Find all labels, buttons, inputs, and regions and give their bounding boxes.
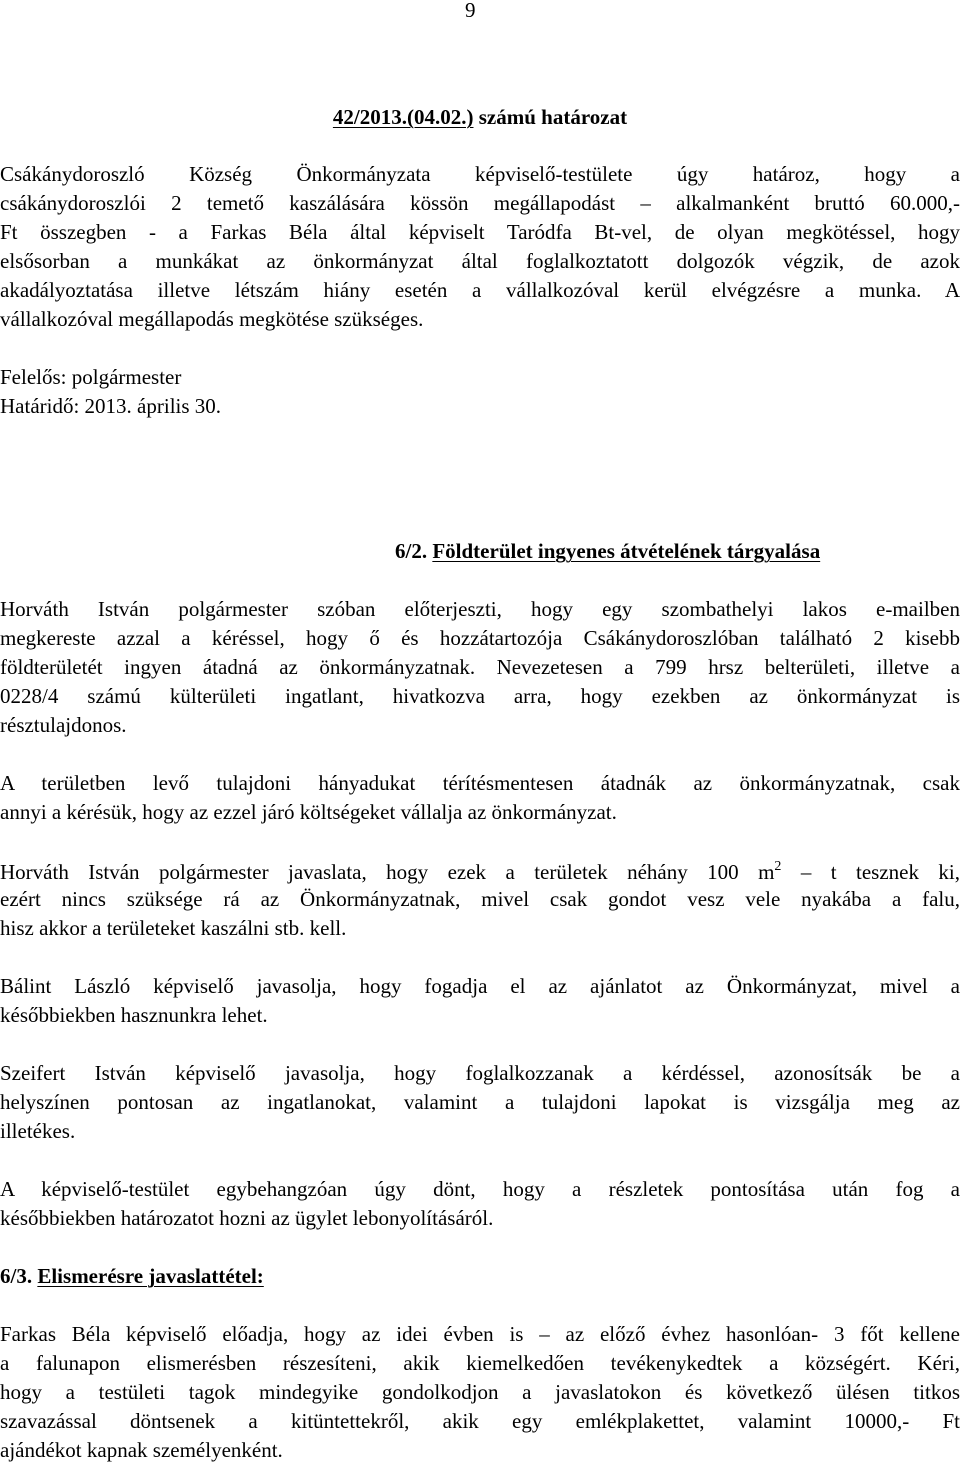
paragraph-line: 0228/4 számú külterületi ingatlant, hivatkozva arra, hogy ezekben az önkormányzat is: [0, 684, 960, 708]
paragraph-line: [0, 860, 960, 883]
section-number: 6/3.: [0, 1264, 33, 1288]
resolution-line: csákánydoroszlói 2 temető kaszálására kössön megállapodást – alkalmanként bruttó 60.000,-: [0, 191, 960, 215]
section-heading-6-3: [0, 1266, 264, 1287]
resolution-line: akadályoztatása illetve létszám hiány esetén a vállalkozóval kerül elvégzésre a munka. A: [0, 278, 960, 302]
line-text: Horváth István polgármester javaslata, hogy ezek a területek néhány 100 m: [0, 860, 775, 884]
section-title: Elismerésre javaslattétel:: [37, 1264, 264, 1288]
paragraph-line: A képviselő-testület egybehangzóan úgy dönt, hogy a részletek pontosítása után fog a: [0, 1177, 960, 1201]
superscript: 2: [774, 859, 782, 874]
paragraph-line: hogy a testületi tagok mindegyike gondolkodjon a javaslatokon és következő ülésen titkos: [0, 1380, 960, 1404]
paragraph-line: Szeifert István képviselő javasolja, hogy foglalkozzanak a kérdéssel, azonosítsák be a: [0, 1061, 960, 1085]
resolution-heading-rest: számú határozat: [473, 105, 628, 129]
deadline-line: Határidő: 2013. április 30.: [0, 394, 222, 418]
paragraph-line: későbbiekben határozatot hozni az ügylet lebonyolításáról.: [0, 1206, 494, 1230]
paragraph-line: résztulajdonos.: [0, 713, 127, 737]
page-number: 9: [465, 0, 476, 22]
paragraph-line: a falunapon elismerésben részesíteni, akik kiemelkedően tevékenykedtek a községért. Kéri,: [0, 1351, 960, 1375]
paragraph-line: annyi a kérésük, hogy az ezzel járó költségeket vállalja az önkormányzat.: [0, 800, 617, 824]
resolution-line: elsősorban a munkákat az önkormányzat által foglalkoztatott dolgozók végzik, de azok: [0, 249, 960, 273]
paragraph-line: helyszínen pontosan az ingatlanokat, valamint a tulajdoni lapokat is vizsgálja meg az: [0, 1090, 960, 1114]
line-text: – t tesznek ki,: [781, 860, 960, 884]
paragraph-line: illetékes.: [0, 1119, 76, 1143]
paragraph-line: ajándékot kapnak személyenként.: [0, 1438, 283, 1462]
paragraph-line: szavazással döntsenek a kitüntettekről, akik egy emlékplakettet, valamint 10000,- Ft: [0, 1409, 960, 1433]
section-number: 6/2.: [395, 539, 428, 563]
resolution-line: vállalkozóval megállapodás megkötése szükséges.: [0, 307, 424, 331]
paragraph-line: hisz akkor a területeket kaszálni stb. kell.: [0, 916, 347, 940]
paragraph-line: megkereste azzal a kéréssel, hogy ő és hozzátartozója Csákánydoroszlóban található 2 kisebb: [0, 626, 960, 650]
resolution-heading: [0, 107, 960, 128]
resolution-number: 42/2013.(04.02.): [332, 105, 474, 129]
section-title: Földterület ingyenes átvételének tárgyalása: [432, 539, 821, 563]
paragraph-line: földterületét ingyen átadná az önkormányzatnak. Nevezetesen a 799 hrsz belterületi, illetve a: [0, 655, 960, 679]
section-heading-6-2: [395, 541, 820, 562]
paragraph-line: későbbiekben hasznunkra lehet.: [0, 1003, 268, 1027]
resolution-line: Ft összegben - a Farkas Béla által képviselt Taródfa Bt-vel, de olyan megkötéssel, hogy: [0, 220, 960, 244]
paragraph-line: A területben levő tulajdoni hányadukat térítésmentesen átadnák az önkormányzatnak, csak: [0, 771, 960, 795]
paragraph-line: ezért nincs szüksége rá az Önkormányzatnak, mivel csak gondot vesz vele nyakába a falu,: [0, 887, 960, 911]
paragraph-line: Horváth István polgármester szóban előterjeszti, hogy egy szombathelyi lakos e-mailben: [0, 597, 960, 621]
resolution-line: Csákánydoroszló Község Önkormányzata képviselő-testülete úgy határoz, hogy a: [0, 162, 960, 186]
responsible-line: Felelős: polgármester: [0, 365, 182, 389]
paragraph-line: Bálint László képviselő javasolja, hogy fogadja el az ajánlatot az Önkormányzat, mivel a: [0, 974, 960, 998]
paragraph-line: Farkas Béla képviselő előadja, hogy az idei évben is – az előző évhez hasonlóan- 3 főt kellene: [0, 1322, 960, 1346]
